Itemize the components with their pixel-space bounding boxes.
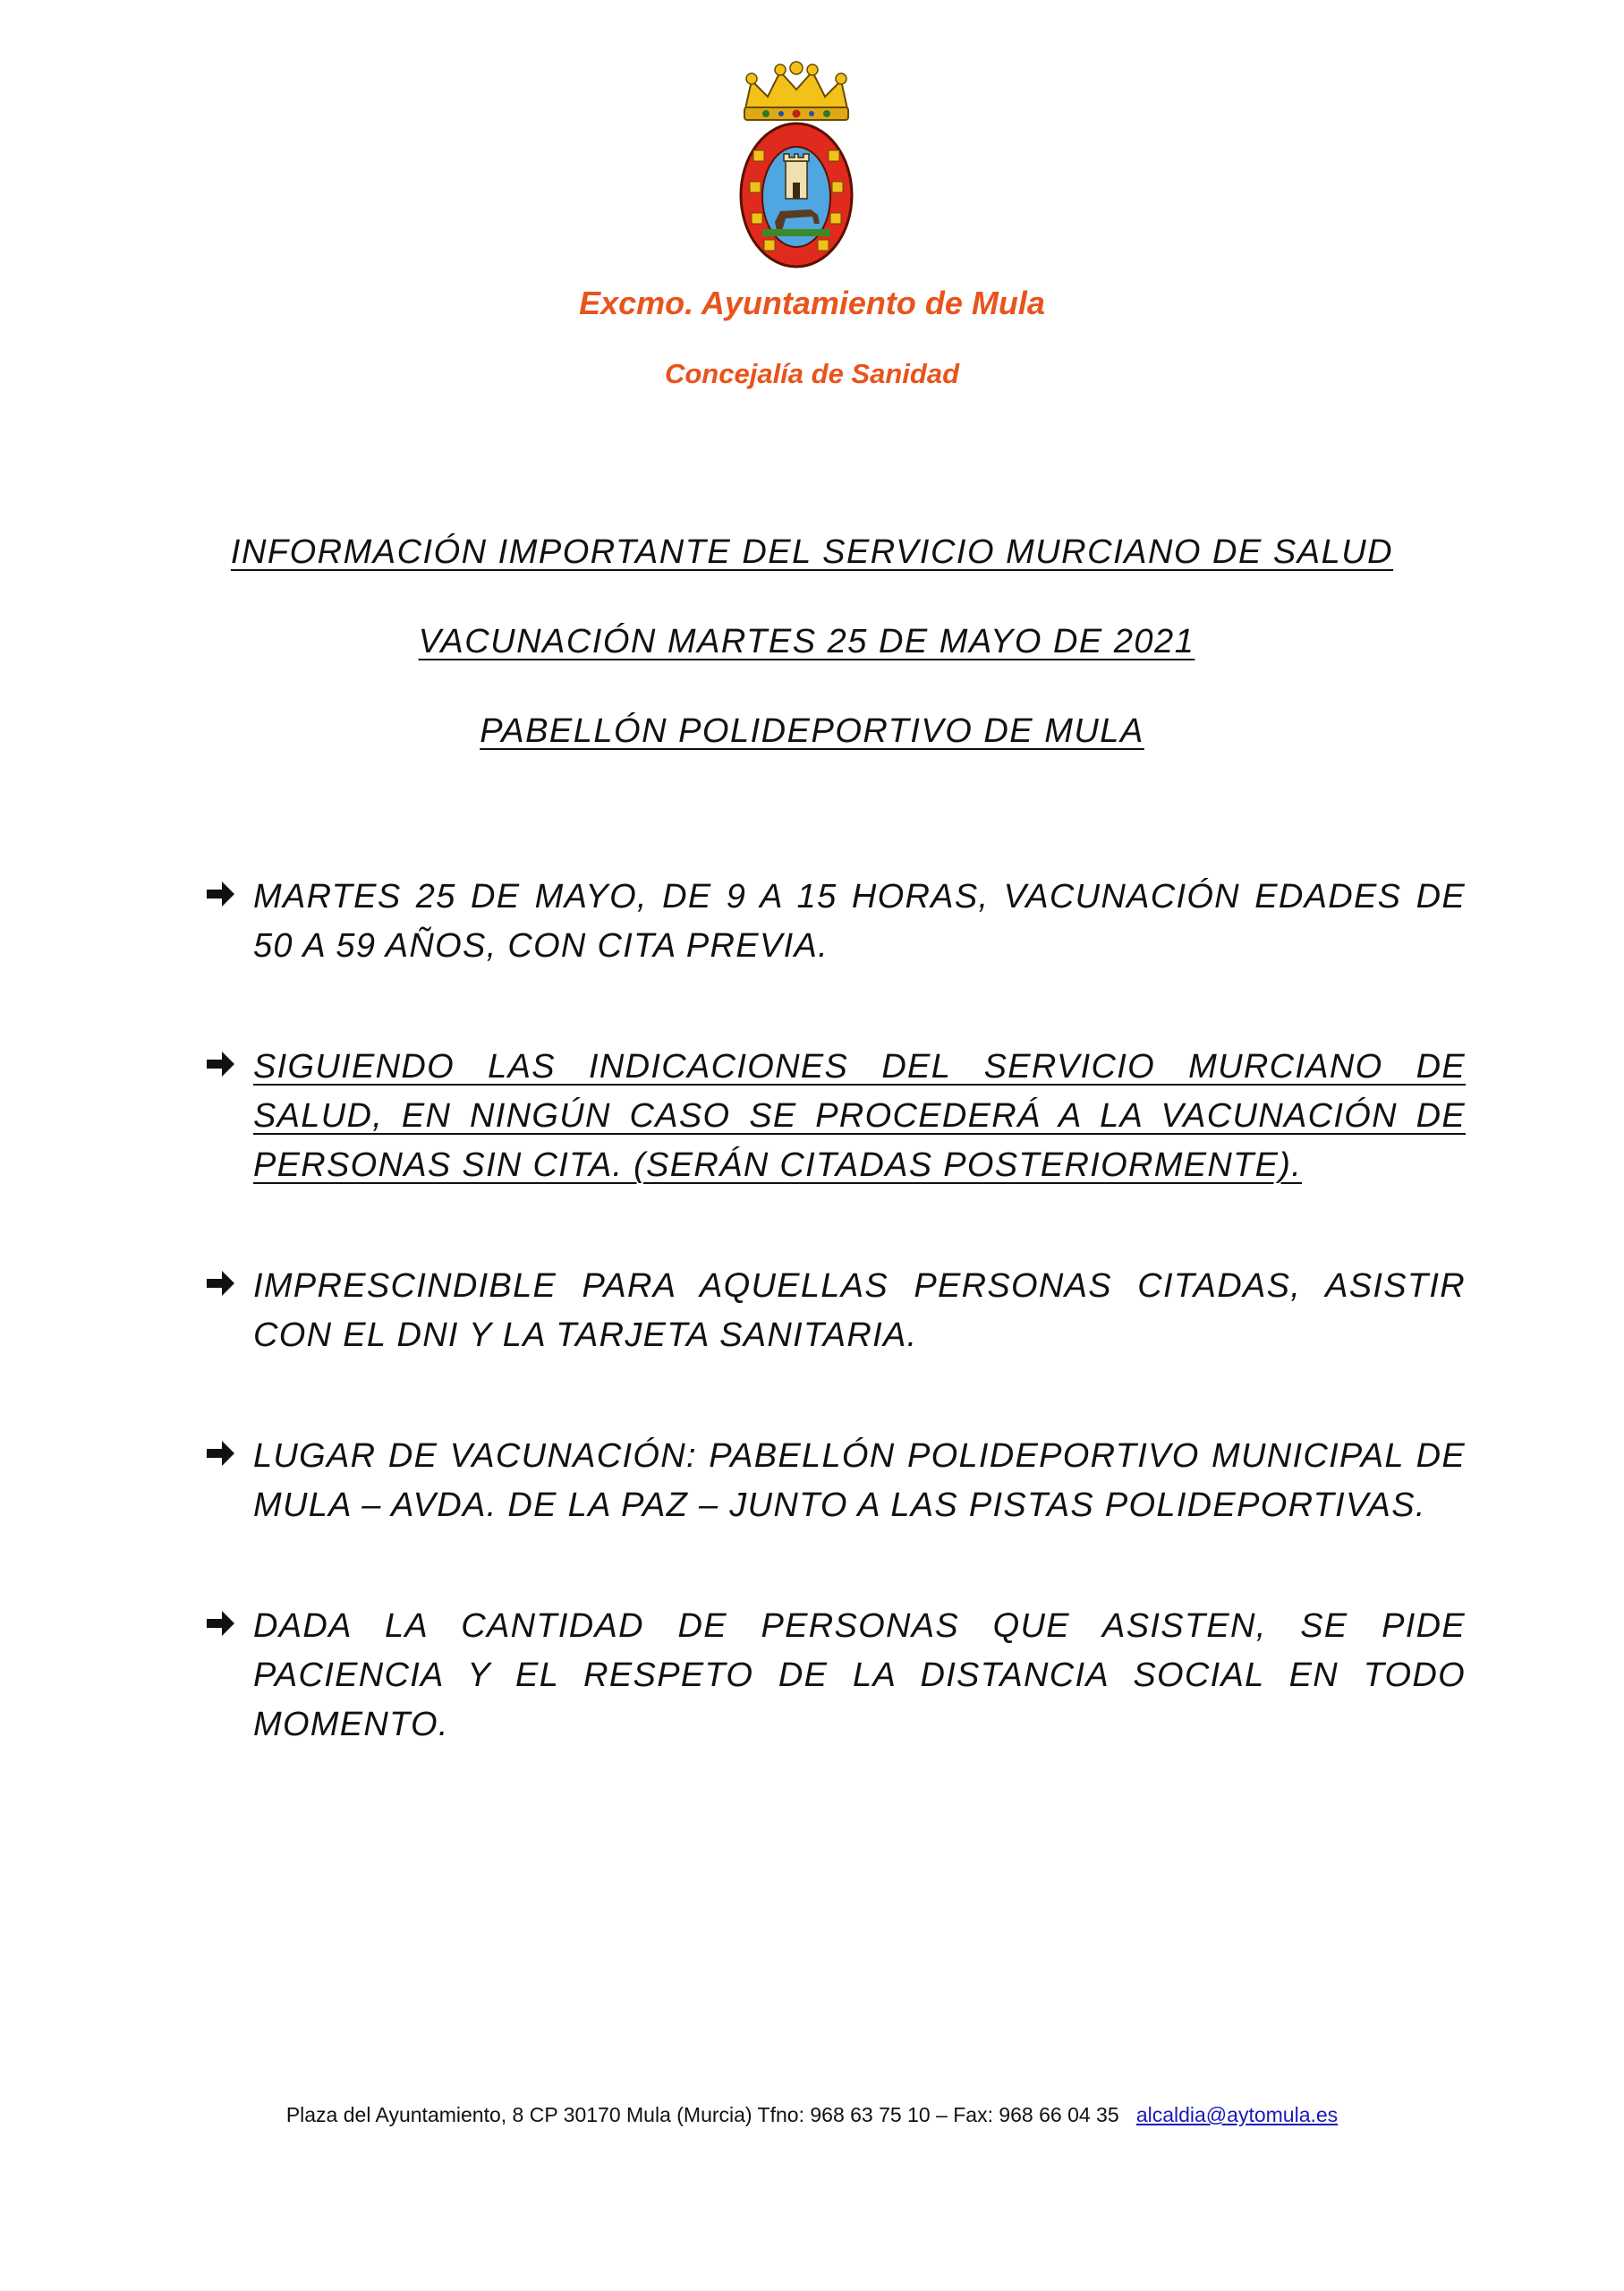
notice-heading-2: VACUNACIÓN MARTES 25 DE MAYO DE 2021: [418, 623, 1195, 660]
bullet-text: DADA LA CANTIDAD DE PERSONAS QUE ASISTEN, SE PIDE PACIENCIA Y EL RESPETO DE LA DISTANCIA SOCIAL EN TODO MOMENTO.: [253, 1607, 1466, 1743]
list-item: [204, 1043, 1466, 1190]
list-item: [204, 873, 1466, 971]
notice-bullet-list: [204, 873, 1466, 1821]
bullet-text: SIGUIENDO LAS INDICACIONES DEL SERVICIO MURCIANO DE SALUD, EN NINGÚN CASO SE PROCEDERÁ A LA VACUNACIÓN DE PERSONAS SIN CITA. (SERÁN CITADAS POSTERIORMENTE).: [253, 1048, 1466, 1184]
list-item: [204, 1432, 1466, 1530]
notice-heading-1: INFORMACIÓN IMPORTANTE DEL SERVICIO MURCIANO DE SALUD: [230, 533, 1394, 571]
arrow-right-icon: [204, 1265, 236, 1301]
arrow-right-icon: [204, 1605, 236, 1641]
arrow-right-icon: [204, 876, 236, 912]
coat-of-arms-icon: [734, 61, 859, 271]
list-item: [204, 1262, 1466, 1360]
arrow-right-icon: [204, 1046, 236, 1082]
page-footer: [0, 2103, 1624, 2127]
crown-icon: [744, 62, 848, 120]
bullet-text: MARTES 25 DE MAYO, DE 9 A 15 HORAS, VACUNACIÓN EDADES DE 50 A 59 AÑOS, CON CITA PREVIA.: [253, 878, 1466, 965]
list-item: [204, 1602, 1466, 1750]
notice-heading-3: PABELLÓN POLIDEPORTIVO DE MULA: [480, 712, 1144, 750]
footer-email-link[interactable]: alcaldia@aytomula.es: [1135, 2103, 1339, 2126]
bullet-text: IMPRESCINDIBLE PARA AQUELLAS PERSONAS CITADAS, ASISTIR CON EL DNI Y LA TARJETA SANITARIA.: [253, 1267, 1466, 1354]
arrow-right-icon: [204, 1435, 236, 1471]
department-name: Concejalía de Sanidad: [664, 358, 960, 389]
organization-name: Excmo. Ayuntamiento de Mula: [579, 285, 1045, 321]
footer-address: Plaza del Ayuntamiento, 8 CP 30170 Mula (Murcia) Tfno: 968 63 75 10 – Fax: 968 66 04 35: [285, 2103, 1119, 2126]
bullet-text: LUGAR DE VACUNACIÓN: PABELLÓN POLIDEPORTIVO MUNICIPAL DE MULA – AVDA. DE LA PAZ – JUNTO A LAS PISTAS POLIDEPORTIVAS.: [253, 1437, 1466, 1524]
